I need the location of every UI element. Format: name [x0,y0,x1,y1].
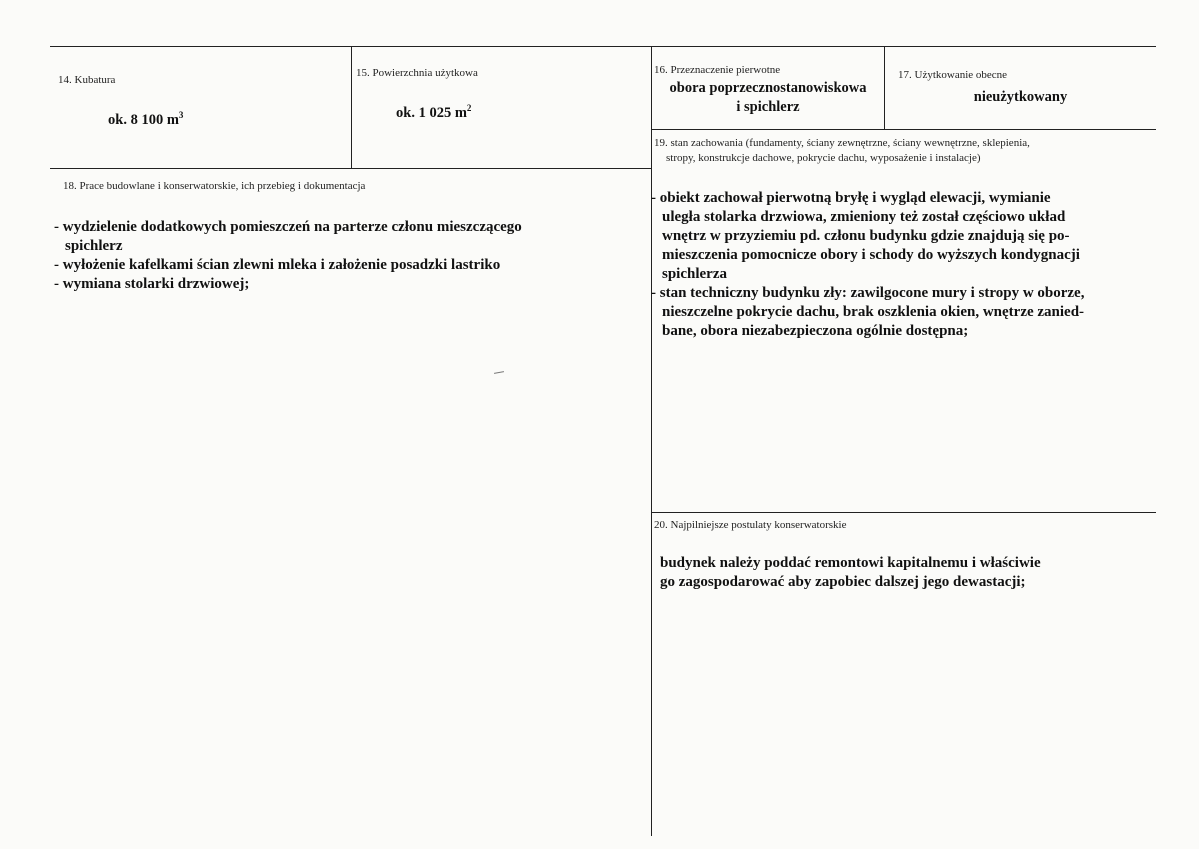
rule-right-lower [651,512,1156,513]
field-15-label: 15. Powierzchnia użytkowa [356,67,478,79]
field-19-text: - obiekt zachował pierwotną bryłę i wygląd elewacji, wymianie uległa stolarka drzwiowa, zmieniony też został częściowo układ wnętrz w przyziemiu pd. członu budynku gdzie znajdują się po- mieszczenia pomocnicze obory i schody do wyższych kondygnacji spichlerza - stan techniczny budynku zły: zawilgocone mury i stropy w oborze, nieszczelne pokrycie dachu, brak oszklenia okien, wnętrze zanied- bane, obora niezabezpieczona ogólnie dostępna; [651,190,1085,339]
field-16-value: obora poprzecznostanowiskowa i spichlerz [669,80,867,115]
rule-col-center [651,46,652,836]
field-18-label: 18. Prace budowlane i konserwatorskie, ich przebieg i dokumentacja [63,180,366,192]
field-15-value: ok. 1 025 $m^2$ [396,103,472,121]
rule-top [50,46,1156,47]
field-20-label: 20. Najpilniejsze postulaty konserwatorskie [654,519,847,531]
field-16-label: 16. Przeznaczenie pierwotne [654,64,781,76]
field-14-label: 14. Kubatura [58,74,116,86]
rule-col-14-15 [351,46,352,169]
rule-right-upper [651,129,1156,130]
field-20-text: budynek należy poddać remontowi kapitalnemu i właściwie go zagospodarować aby zapobiec dalszej jego dewastacji; [660,555,1041,590]
rule-col-16-17 [884,46,885,130]
field-14-value: ok. 8 100 $m^3$ [108,110,184,128]
scan-speck [494,371,504,374]
field-17-label: 17. Użytkowanie obecne [898,69,1008,81]
field-18-text: - wydzielenie dodatkowych pomieszczeń na parterze członu mieszczącego spichlerz - wyłożenie kafelkami ścian zlewni mleka i założenie posadzki lastriko - wymiana stolarki drzwiowej; [54,219,522,292]
field-19-label: 19. stan zachowania (fundamenty, ściany zewnętrzne, ściany wewnętrzne, sklepienia, stropy, konstrukcje dachowe, pokrycie dachu, wyposażenie i instalacje) [654,137,1030,164]
field-17-value: nieużytkowany [973,89,1068,105]
